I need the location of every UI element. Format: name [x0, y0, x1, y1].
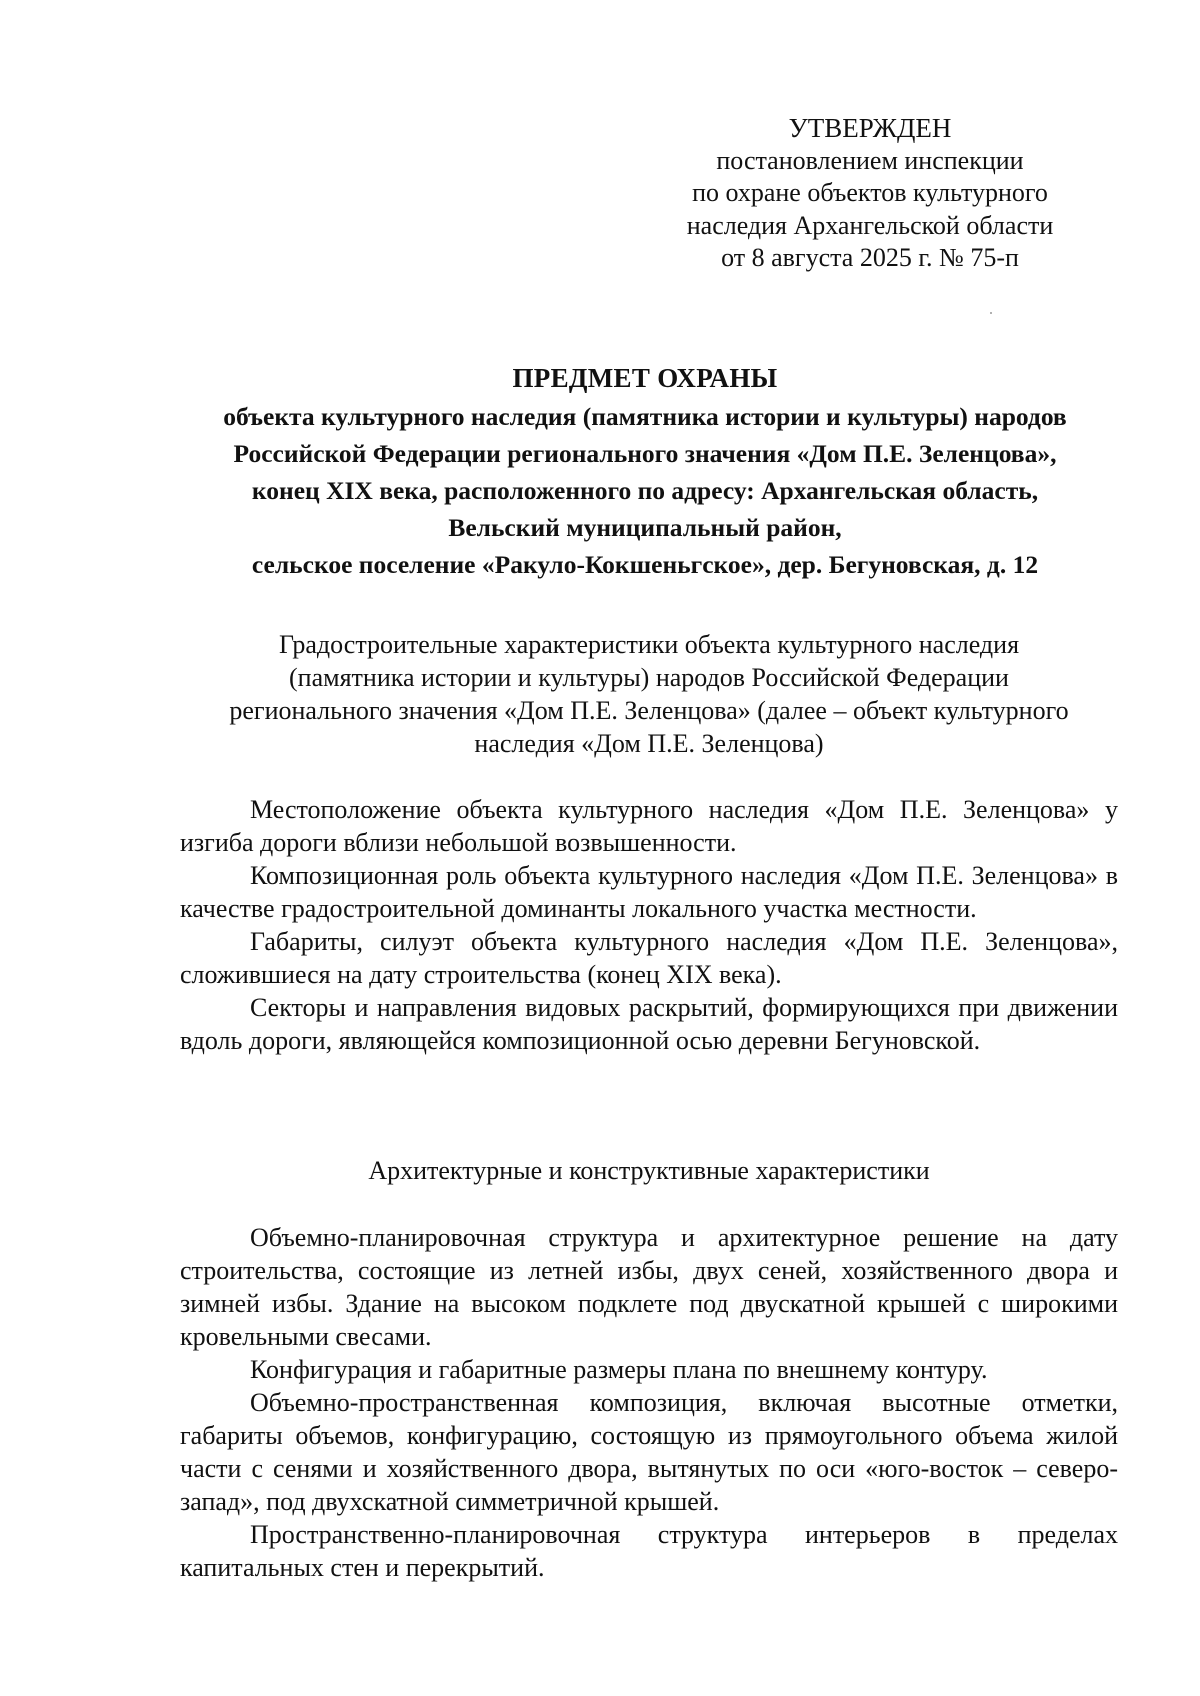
approval-line: наследия Архангельской области — [686, 210, 1054, 240]
document-title — [150, 358, 1140, 583]
approval-line: по охране объектов культурного — [692, 178, 1048, 207]
title-line: сельское поселение «Ракуло-Кокшеньгское», дер. Бегуновская, д. 12 — [251, 550, 1039, 579]
page-title: ПРЕДМЕТ ОХРАНЫ — [512, 363, 778, 393]
paragraph: Габариты, силуэт объекта культурного наследия «Дом П.Е. Зеленцова», сложившиеся на дату строительства (конец XIX века). — [180, 927, 1118, 989]
section-heading-urban — [180, 628, 1118, 760]
section-heading-line: Архитектурные и конструктивные характеристики — [368, 1156, 930, 1185]
section-urban-body — [180, 793, 1118, 1057]
paragraph: Объемно-планировочная структура и архитектурное решение на дату строительства, состоящие из летней избы, двух сеней, хозяйственного двора и зимней избы. Здание на высоком подклете под двускатной крышей с широкими кровельными свесами. — [180, 1223, 1118, 1351]
section-heading-line: (памятника истории и культуры) народов Российской Федерации — [289, 663, 1009, 692]
section-heading-line: регионального значения «Дом П.Е. Зеленцова» (далее – объект культурного — [229, 696, 1069, 725]
scan-speck — [990, 312, 992, 314]
paragraph: Секторы и направления видовых раскрытий, формирующихся при движении вдоль дороги, являющейся композиционной осью деревни Бегуновской. — [180, 993, 1118, 1055]
section-architecture-body — [180, 1221, 1118, 1584]
approval-stamp: УТВЕРЖДЕН — [788, 113, 952, 143]
paragraph: Местоположение объекта культурного наследия «Дом П.Е. Зеленцова» у изгиба дороги вблизи небольшой возвышенности. — [180, 795, 1118, 857]
title-line: Вельский муниципальный район, — [448, 513, 842, 542]
paragraph: Объемно-пространственная композиция, включая высотные отметки, габариты объемов, конфигурацию, состоящую из прямоугольного объема жилой части с сенями и хозяйственного двора, вытянутых по оси «юго-восток – северо-запад», под двухскатной симметричной крышей. — [180, 1388, 1118, 1516]
approval-line: от 8 августа 2025 г. № 75-п — [721, 243, 1019, 272]
approval-line: постановлением инспекции — [716, 145, 1024, 175]
paragraph: Конфигурация и габаритные размеры плана по внешнему контуру. — [250, 1355, 988, 1384]
section-heading-line: наследия «Дом П.Е. Зеленцова) — [474, 729, 824, 758]
title-line: Российской Федерации регионального значения «Дом П.Е. Зеленцова», — [233, 439, 1057, 468]
title-line: конец XIX века, расположенного по адресу: Архангельская область, — [251, 476, 1039, 505]
approval-block — [650, 112, 1090, 275]
paragraph: Пространственно-планировочная структура интерьеров в пределах капитальных стен и перекрытий. — [180, 1520, 1118, 1582]
title-line: объекта культурного наследия (памятника истории и культуры) народов — [223, 402, 1067, 431]
paragraph: Композиционная роль объекта культурного наследия «Дом П.Е. Зеленцова» в качестве градостроительной доминанты локального участка местности. — [180, 861, 1118, 923]
section-heading-architecture — [180, 1154, 1118, 1187]
section-heading-line: Градостроительные характеристики объекта культурного наследия — [278, 630, 1020, 659]
